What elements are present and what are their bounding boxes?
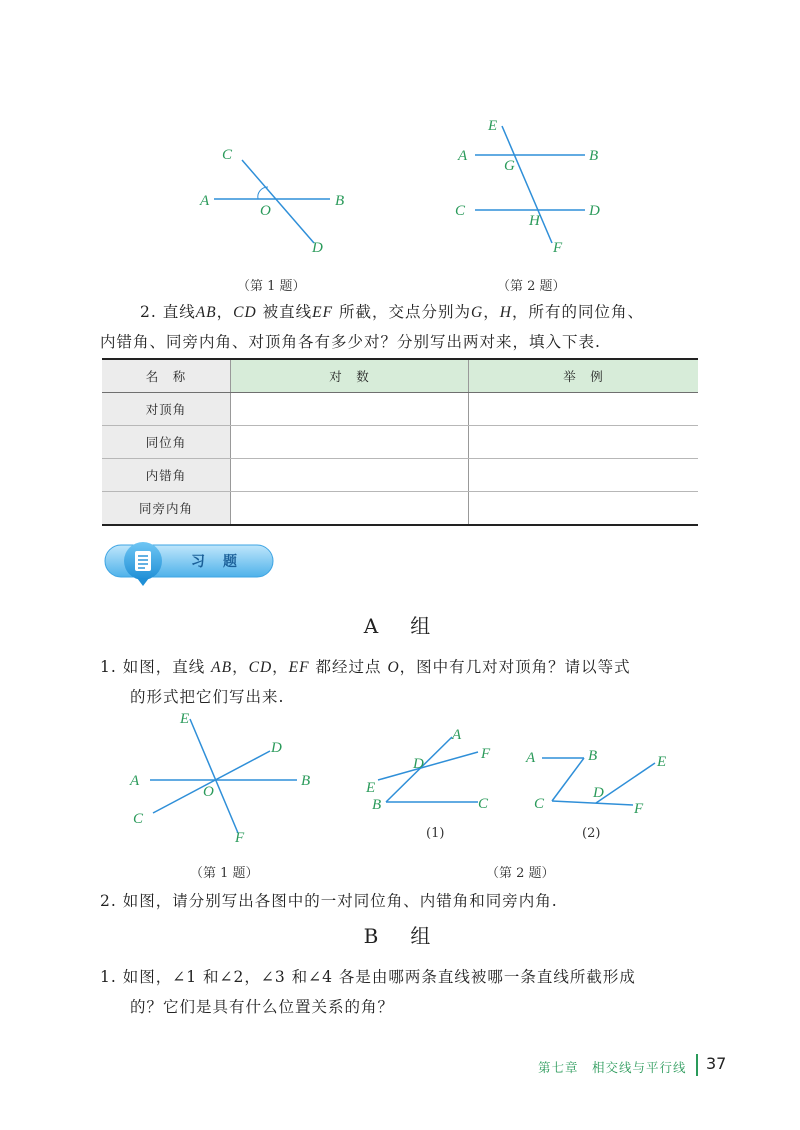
label-c: C [133,811,144,827]
example-cell[interactable] [469,426,699,459]
header-name: 名 称 [102,359,231,393]
label-e: E [366,780,376,796]
label-b: B [372,797,382,812]
group-b-title: B 组 [363,924,437,948]
angle-table [102,358,698,526]
count-cell[interactable] [231,459,469,492]
chapter-footer: 第七章 相交线与平行线 [538,1060,687,1075]
line-ef [378,752,478,780]
label-c: C [478,796,489,812]
label-g: G [504,158,515,174]
caption-top-1: （第 1 题） [237,279,306,294]
example-cell[interactable] [469,492,699,526]
group-b-question-1-line2: 的？它们是具有什么位置关系的角？ [130,998,395,1016]
row-label: 同位角 [102,426,231,459]
line-ef [502,126,552,243]
label-a: A [130,773,140,789]
label-f: F [481,746,491,762]
figure-top-2 [450,112,620,262]
line-cf [552,801,633,805]
label-c: C [455,203,466,219]
label-e: E [657,754,667,770]
label-e: E [488,118,498,134]
label-d: D [589,203,600,219]
group-a-question-1: 1. 如图，直线 AB，CD，EF 都经过点 O，图中有几对对顶角？请以等式 [100,658,631,676]
banner-shape [103,542,275,592]
label-a: A [526,750,536,766]
caption-top-2: （第 2 题） [497,279,566,294]
question-2-text: 2. 直线AB，CD 被直线EF 所截，交点分别为G，H，所有的同位角、 [140,303,644,321]
row-label: 对顶角 [102,393,231,426]
label-b: B [588,748,598,764]
header-count: 对 数 [231,359,469,393]
label-d: D [593,785,604,801]
table-row [102,459,698,492]
example-cell[interactable] [469,459,699,492]
sub-caption-1: (1) [426,826,445,841]
line-bc [552,758,584,801]
label-c: C [534,796,545,812]
label-a: A [458,148,468,164]
label-c: C [222,147,233,163]
label-d: D [413,756,424,772]
caption-a-1: （第 1 题） [190,866,259,881]
exercise-banner [103,542,275,580]
question-2-text-line2: 内错角、同旁内角、对顶角各有多少对？分别写出两对来，填入下表. [100,333,601,351]
figure-a-1 [125,705,325,850]
label-b: B [301,773,311,789]
row-label: 内错角 [102,459,231,492]
caption-a-2: （第 2 题） [486,866,555,881]
line-de [596,763,655,803]
line-cd [153,751,270,813]
table-row [102,426,698,459]
label-f: F [553,240,563,256]
label-b: B [589,148,599,164]
group-a-question-1-line2: 的形式把它们写出来. [130,688,285,706]
figure-top-1 [180,130,370,260]
table-header-row [102,359,698,393]
figure-a-2-part-1 [360,722,500,812]
table-row [102,492,698,526]
example-cell[interactable] [469,393,699,426]
label-e: E [180,711,190,727]
line-cd [242,160,314,243]
group-a-title: A 组 [363,614,437,638]
count-cell[interactable] [231,426,469,459]
label-a: A [452,727,462,743]
table-row [102,393,698,426]
line-ef [190,719,238,833]
label-d: D [312,240,323,256]
footer-divider [696,1054,698,1076]
banner-label: 习 题 [191,554,239,570]
figure-a-2-part-2 [520,736,680,816]
label-a: A [200,193,210,209]
count-cell[interactable] [231,393,469,426]
label-b: B [335,193,345,209]
label-h: H [529,213,540,229]
header-example: 举 例 [469,359,699,393]
count-cell[interactable] [231,492,469,526]
sub-caption-2: (2) [582,826,601,841]
label-f: F [634,801,644,816]
page-number: 37 [706,1054,727,1073]
label-d: D [271,740,282,756]
row-label: 同旁内角 [102,492,231,526]
label-f: F [235,830,245,846]
group-b-question-1: 1. 如图，∠1 和∠2，∠3 和∠4 各是由哪两条直线被哪一条直线所截形成 [100,968,636,986]
group-a-question-2: 2. 如图，请分别写出各图中的一对同位角、内错角和同旁内角. [100,892,558,910]
label-o: O [203,784,214,800]
label-o: O [260,203,271,219]
